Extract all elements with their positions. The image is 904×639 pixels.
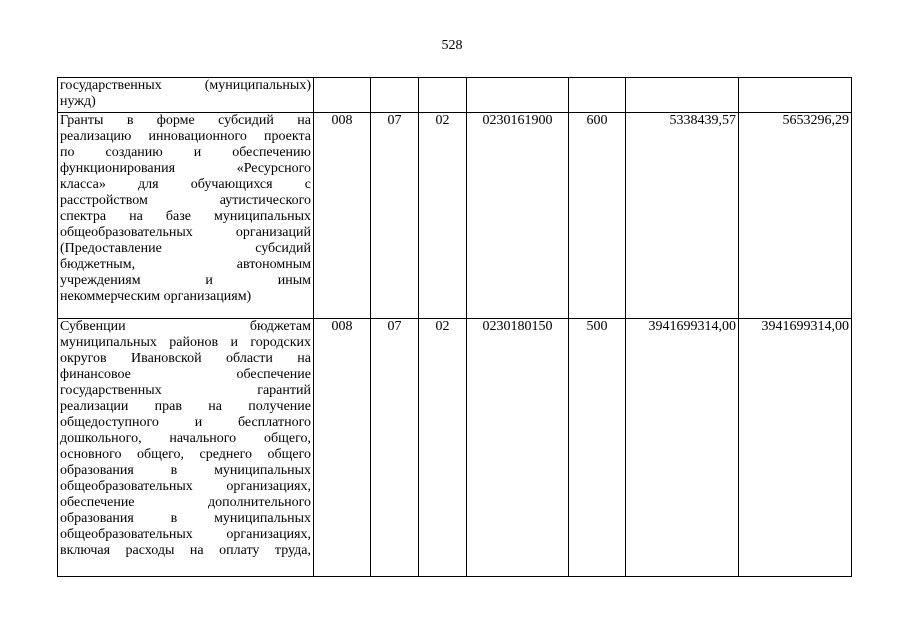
section-cell: 07 (371, 113, 419, 319)
target-article-cell: 0230161900 (467, 113, 569, 319)
expense-type-cell: 500 (569, 319, 626, 577)
amount-year1-cell (626, 78, 739, 113)
description-line: основного общего, среднего общего (60, 447, 311, 462)
description-line: класса» для обучающихся с (60, 177, 311, 192)
subsection-cell: 02 (419, 113, 467, 319)
description-line: учреждениям и иным (60, 273, 311, 288)
subsection-cell: 02 (419, 319, 467, 577)
description-line: общедоступного и бесплатного (60, 415, 311, 430)
description-line: нужд) (60, 94, 96, 109)
amount-year1-cell: 3941699314,00 (626, 319, 739, 577)
table-row (58, 113, 852, 319)
amount-year1-cell: 5338439,57 (626, 113, 739, 319)
description-line: государственных (муниципальных) (60, 78, 311, 93)
description-line: по созданию и обеспечению (60, 145, 311, 160)
amount-year2-cell: 5653296,29 (739, 113, 852, 319)
expense-type-cell: 600 (569, 113, 626, 319)
description-line: округов Ивановской области на (60, 351, 311, 366)
description-line: реализацию инновационного проекта (60, 129, 311, 144)
subsection-cell (419, 78, 467, 113)
description-line: общеобразовательных организациях, (60, 527, 311, 542)
description-line: Субвенции бюджетам (60, 319, 311, 334)
amount-year2-cell (739, 78, 852, 113)
page-number: 528 (441, 38, 463, 53)
description-line: функционирования «Ресурсного (60, 161, 311, 176)
description-line: общеобразовательных организаций (60, 225, 311, 240)
admin-code-cell: 008 (314, 113, 371, 319)
description-line: обеспечение дополнительного (60, 495, 311, 510)
description-line: спектра на базе муниципальных (60, 209, 311, 224)
description-line: включая расходы на оплату труда, (60, 543, 311, 558)
section-cell (371, 78, 419, 113)
row-description (58, 319, 314, 577)
description-line: бюджетным, автономным (60, 257, 311, 272)
description-line: муниципальных районов и городских (60, 335, 311, 350)
description-line: дошкольного, начального общего, (60, 431, 311, 446)
budget-table (57, 77, 852, 577)
description-line: некоммерческим организациям) (60, 289, 252, 304)
row-description (58, 113, 314, 319)
table-row (58, 319, 852, 577)
target-article-cell: 0230180150 (467, 319, 569, 577)
description-line: реализации прав на получение (60, 399, 311, 414)
amount-year2-cell: 3941699314,00 (739, 319, 852, 577)
description-line: финансовое обеспечение (60, 367, 311, 382)
description-line: Гранты в форме субсидий на (60, 113, 311, 128)
row-description (58, 78, 314, 113)
description-line: расстройством аутистического (60, 193, 311, 208)
description-line: (Предоставление субсидий (60, 241, 311, 256)
admin-code-cell: 008 (314, 319, 371, 577)
description-line: образования в муниципальных (60, 463, 311, 478)
target-article-cell (467, 78, 569, 113)
description-line: государственных гарантий (60, 383, 311, 398)
admin-code-cell (314, 78, 371, 113)
table-row (58, 78, 852, 113)
section-cell: 07 (371, 319, 419, 577)
expense-type-cell (569, 78, 626, 113)
description-line: образования в муниципальных (60, 511, 311, 526)
description-line: общеобразовательных организациях, (60, 479, 311, 494)
